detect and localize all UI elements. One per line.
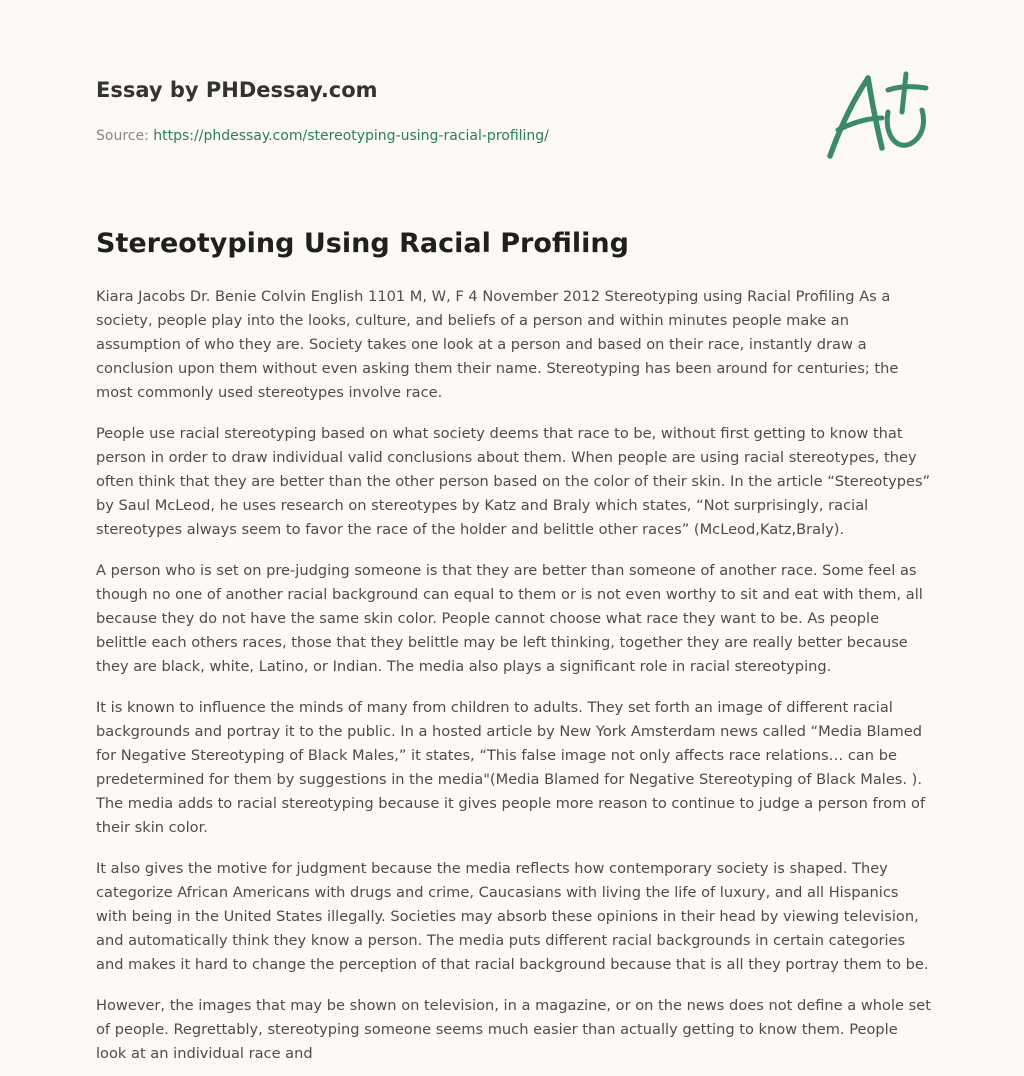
essay-title: Stereotyping Using Racial Profiling	[96, 228, 629, 259]
source-label: Source:	[96, 128, 149, 144]
source-link[interactable]: https://phdessay.com/stereotyping-using-racial-profiling/	[153, 128, 549, 144]
site-brand: Essay by PHDessay.com	[96, 78, 378, 102]
essay-paragraph: However, the images that may be shown on television, in a magazine, or on the news does not define a whole set of people. Regrettably, stereotyping someone seems much easier than actually getting to know them. People look at an individual race and	[96, 997, 931, 1062]
source-line	[96, 126, 696, 146]
a-plus-logo-icon	[818, 64, 930, 168]
essay-paragraph: A person who is set on pre-judging someone is that they are better than someone of another race. Some feel as though no one of another racial background can equal to them or is not even worthy to sit and eat with them, all because they do not have the same skin color. People cannot choose what race they want to be. As people belittle each others races, those that they belittle may be left thinking, together they are really better because they are black, white, Latino, or Indian. The media also plays a significant role in racial stereotyping.	[96, 562, 923, 675]
essay-paragraph: Kiara Jacobs Dr. Benie Colvin English 1101 M, W, F 4 November 2012 Stereotyping using Racial Profiling As a society, people play into the looks, culture, and beliefs of a person and within minutes people make an assumption of who they are. Society takes one look at a person and based on their race, instantly draw a conclusion upon them without even asking them their name. Stereotyping has been around for centuries; the most commonly used stereotypes involve race.	[96, 288, 899, 401]
essay-paragraph: It is known to influence the minds of many from children to adults. They set forth an image of different racial backgrounds and portray it to the public. In a hosted article by New York Amsterdam news called “Media Blamed for Negative Stereotyping of Black Males,” it states, “This false image not only affects race relations… can be predetermined for them by suggestions in the media"(Media Blamed for Negative Stereotyping of Black Males. ). The media adds to racial stereotyping because it gives people more reason to continue to judge a person from of their skin color.	[96, 699, 926, 836]
essay-body	[96, 285, 932, 1076]
essay-paragraph: It also gives the motive for judgment because the media reflects how contemporary society is shaped. They categorize African Americans with drugs and crime, Caucasians with living the life of luxury, and all Hispanics with being in the United States illegally. Societies may absorb these opinions in their head by viewing television, and automatically think they know a person. The media puts different racial backgrounds in certain categories and makes it hard to change the perception of that racial background because that is all they portray them to be.	[96, 860, 929, 973]
essay-header	[96, 76, 696, 146]
essay-paragraph: People use racial stereotyping based on what society deems that race to be, without first getting to know that person in order to draw individual valid conclusions about them. When people are using racial stereotypes, they often think that they are better than the other person based on the color of their skin. In the article “Stereotypes” by Saul McLeod, he uses research on stereotypes by Katz and Braly which states, “Not surprisingly, racial stereotypes always seem to favor the race of the holder and belittle other races” (McLeod,Katz,Braly).	[96, 425, 931, 538]
